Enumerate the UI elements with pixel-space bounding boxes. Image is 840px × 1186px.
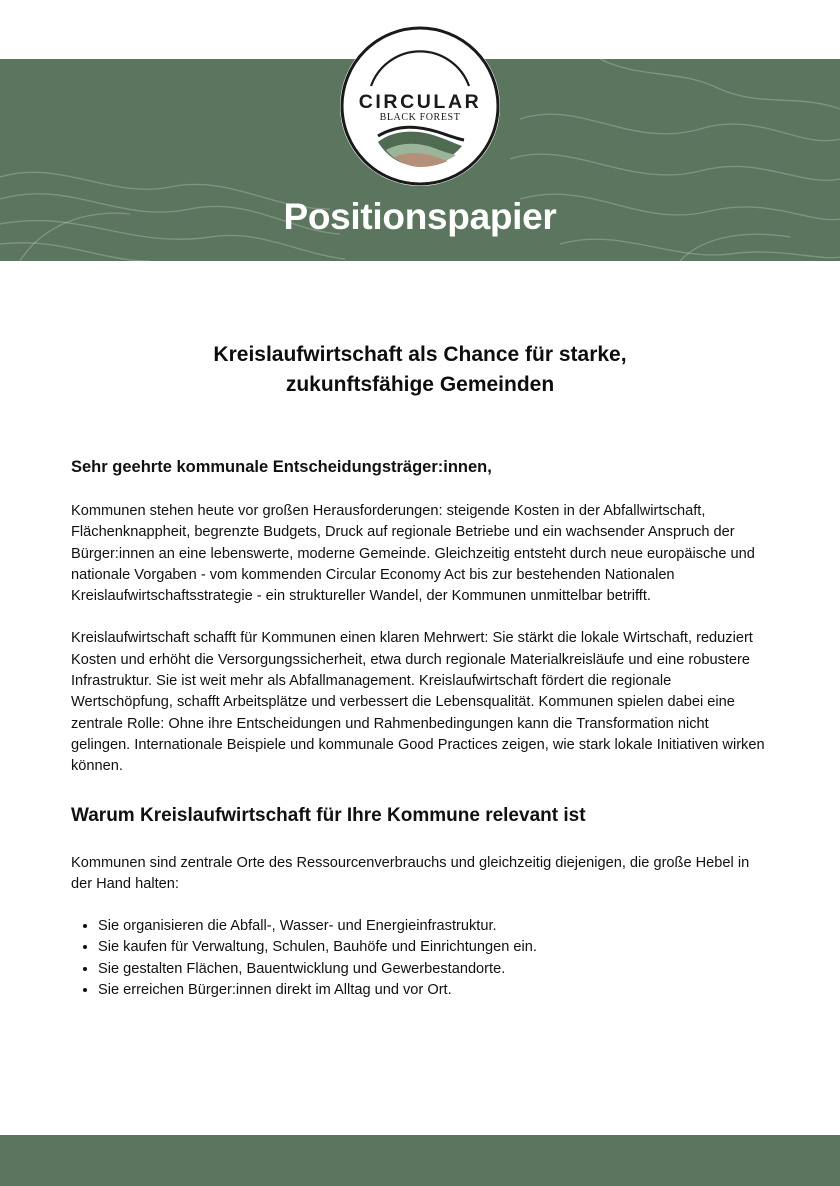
list-item: • Sie kaufen für Verwaltung, Schulen, Bauhöfe und Einrichtungen ein. [98, 937, 771, 958]
document-title: Positionspapier [283, 196, 557, 237]
list-item: • Sie gestalten Flächen, Bauentwicklung und Gewerbestandorte. [98, 959, 771, 980]
subtitle-line-2: zukunftsfähige Gemeinden [285, 373, 555, 396]
document-subtitle [120, 340, 720, 400]
salutation: Sehr geehrte kommunale Entscheidungsträger:innen, [71, 458, 492, 476]
mountain-logo-icon [338, 24, 502, 188]
svg-text:BLACK FOREST: BLACK FOREST [379, 112, 461, 123]
list-item: • Sie erreichen Bürger:innen direkt im Alltag und vor Ort. [98, 980, 771, 1001]
subtitle-line-1: Kreislaufwirtschaft als Chance für starke, [213, 343, 627, 366]
paragraph-added-value: Kreislaufwirtschaft schafft für Kommunen einen klaren Mehrwert: Sie stärkt die lokale Wirtschaft, reduziert Kosten und erhöht die Versorgungssicherheit, etwa durch regionale Materialkreisläufe und eine robustere Infrastruktur. Sie ist weit mehr als Abfallmanagement. Kreislaufwirtschaft fördert die regionale Wertschöpfung, schafft Arbeitsplätze und verbessert die Lebensqualität. Kommunen spielen dabei eine zentrale Rolle: Ohne ihre Entscheidungen und Rahmenbedingungen kann die Transformation nicht gelingen. Internationale Beispiele und kommunale Good Practices zeigen, wie stark lokale Initiativen wirken können. [71, 630, 765, 775]
list-item: • Sie organisieren die Abfall-, Wasser- und Energieinfrastruktur. [98, 916, 771, 937]
letter-body [71, 458, 771, 1001]
bullet-list [71, 916, 771, 1001]
section-heading: Warum Kreislaufwirtschaft für Ihre Kommune relevant ist [71, 804, 586, 826]
paragraph-challenges: Kommunen stehen heute vor großen Herausforderungen: steigende Kosten in der Abfallwirtschaft, Flächenknappheit, begrenzte Budgets, Druck auf regionale Betriebe und ein wachsender Anspruch der Bürger:innen an eine lebenswerte, moderne Gemeinde. Gleichzeitig entsteht durch neue europäische und nationale Vorgaben - vom kommenden Circular Economy Act bis zur bestehenden Nationalen Kreislaufwirtschaftsstrategie - ein struktureller Wandel, der Kommunen unmittelbar betrifft. [71, 503, 755, 605]
footer-band [0, 1135, 840, 1186]
circular-black-forest-logo [338, 24, 502, 188]
section-intro: Kommunen sind zentrale Orte des Ressourcenverbrauchs und gleichzeitig diejenigen, die große Hebel in der Hand halten: [71, 854, 750, 892]
svg-text:CIRCULAR: CIRCULAR [358, 91, 482, 113]
